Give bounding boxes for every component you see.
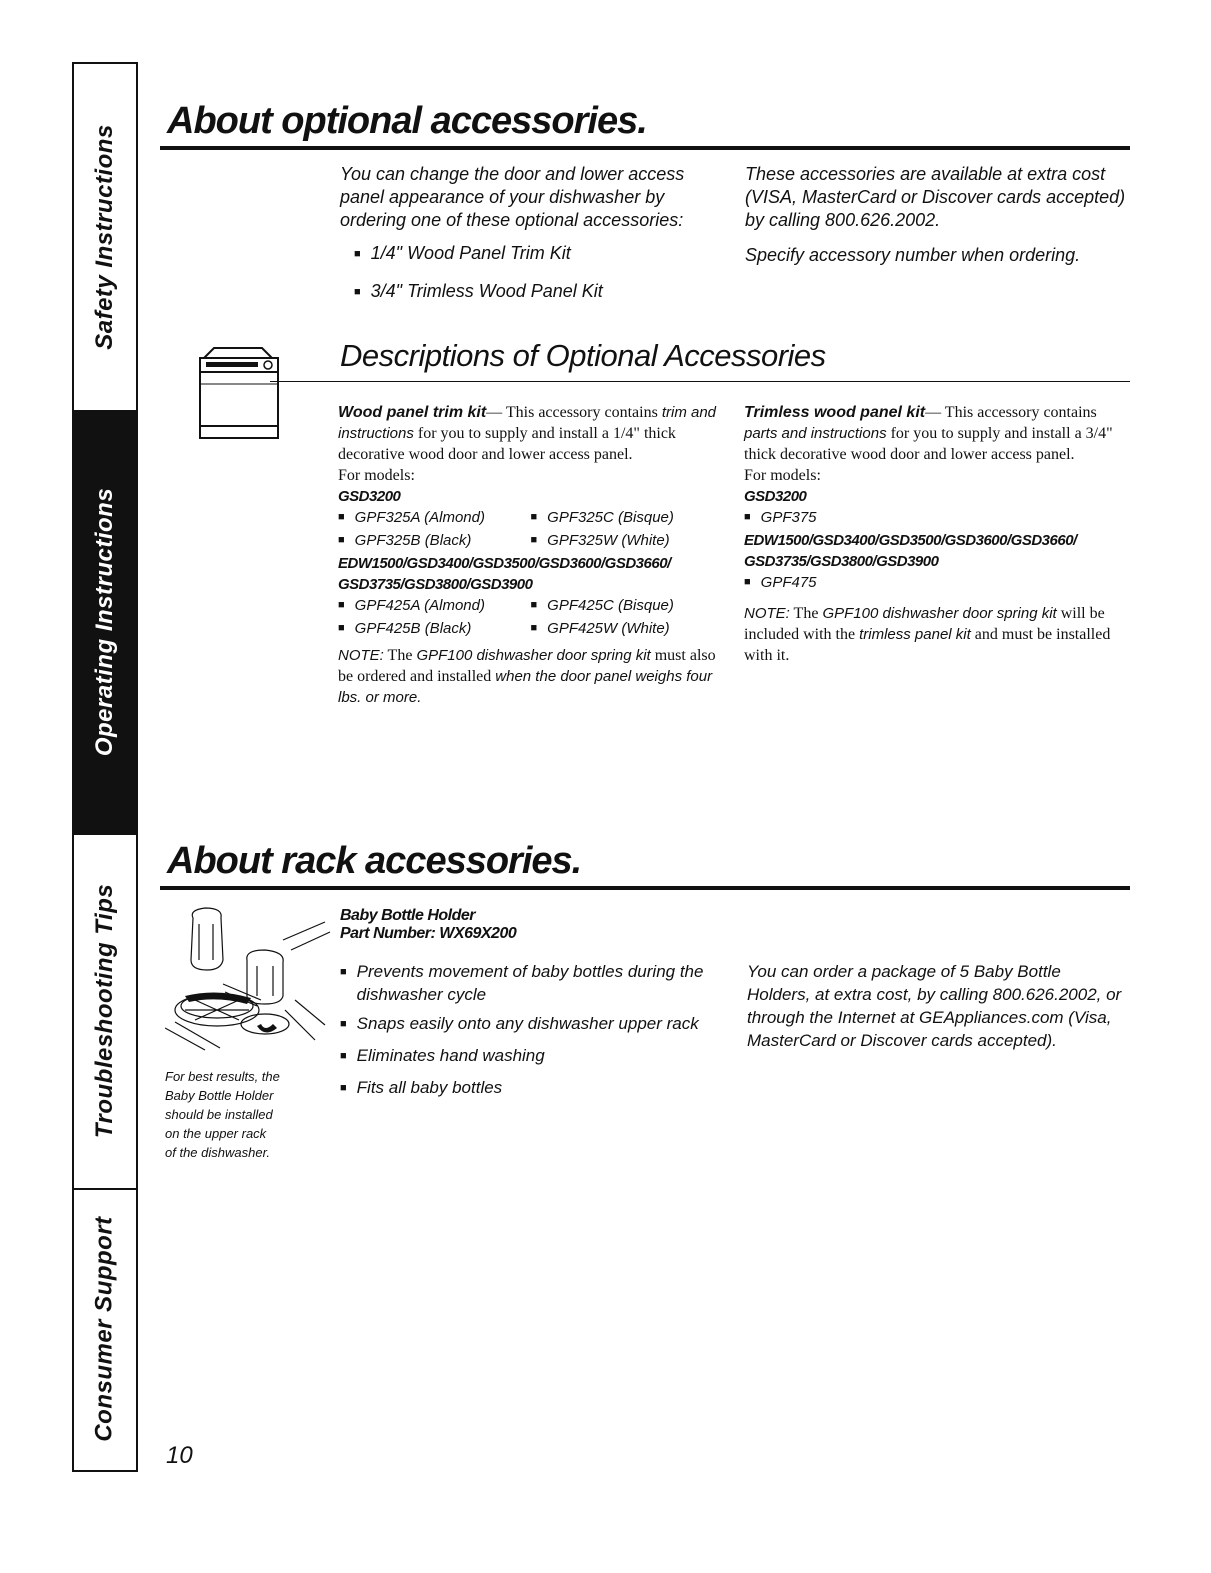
page-number: 10: [166, 1442, 193, 1469]
tab-consumer-support[interactable]: Consumer Support: [91, 1216, 118, 1442]
wood-panel-trim-kit: Wood panel trim kit— This accessory contains trim and instructions for you to supply and install a 1/4" thick decorative wood door and lower access panel. For models: GSD3200 ■ GPF325A (Almond) ■ GPF325C (Bisque) ■ GPF325B (Black) ■ GPF325W (White) EDW1500/GSD3400/GSD3500/GSD3600/GSD3660/ GSD3735/GSD3800/GSD3900 ■ GPF425A (Almond) ■ GPF425C (Bisque) ■ GPF425B (Black) ■ GPF425W (White) NOTE: The GPF100 dishwasher door spring kit must also be ordered and installed when the door panel weighs four lbs. or more.: [338, 402, 723, 708]
intro-bullet: ■ 3/4" Trimless Wood Panel Kit: [354, 280, 700, 306]
subtitle-descriptions: Descriptions of Optional Accessories: [340, 338, 826, 373]
illustration-caption: For best results, the Baby Bottle Holder should be installed on the upper rack of the dishwasher.: [165, 1069, 280, 1160]
sidebar-tabs: [72, 62, 138, 1472]
order-info: You can order a package of 5 Baby Bottle Holders, at extra cost, by calling 800.626.2002, or through the Internet at GEAppliances.com (Visa, MasterCard or Discover cards accepted).: [747, 962, 1122, 1050]
intro-bullet: ■ 1/4" Wood Panel Trim Kit: [354, 242, 700, 268]
tab-safety-instructions[interactable]: Safety Instructions: [74, 64, 136, 412]
title-rule: [160, 146, 1130, 150]
tab-troubleshooting-tips[interactable]: Troubleshooting Tips: [74, 833, 136, 1190]
intro-left: You can change the door and lower access panel appearance of your dishwasher by ordering one of these optional accessories: ■ 1/4" Wood Panel Trim Kit ■ 3/4" Trimless Wood Panel Kit: [340, 163, 700, 306]
baby-bottle-holder-illustration: [165, 900, 335, 1070]
product-bullets: ■ Prevents movement of baby bottles during the dishwasher cycle ■ Snaps easily onto any dishwasher upper rack ■ Eliminates hand washing ■ Fits all baby bottles: [340, 960, 710, 1102]
section-title-optional: About optional accessories.: [167, 100, 647, 142]
dishwasher-icon: [196, 338, 282, 445]
trimless-wood-panel-kit: Trimless wood panel kit— This accessory contains parts and instructions for you to supply and install a 3/4" thick decorative wood door and lower access panel. For models: GSD3200 ■ GPF375 EDW1500/GSD3400/GSD3500/GSD3600/GSD3660/ GSD3735/GSD3800/GSD3900 ■ GPF475 NOTE: The GPF100 dishwasher door spring kit will be included with the trimless panel kit and must be installed with it.: [744, 402, 1129, 666]
product-heading: Baby Bottle Holder Part Number: WX69X200: [340, 907, 517, 942]
tab-operating-instructions[interactable]: Operating Instructions: [74, 410, 136, 835]
subtitle-rule: [270, 381, 1130, 382]
intro-right: These accessories are available at extra cost (VISA, MasterCard or Discover cards accepted) by calling 800.626.2002. Specify accessory number when ordering.: [745, 164, 1126, 265]
title-rule: [160, 886, 1130, 890]
section-title-rack: About rack accessories.: [167, 840, 582, 882]
